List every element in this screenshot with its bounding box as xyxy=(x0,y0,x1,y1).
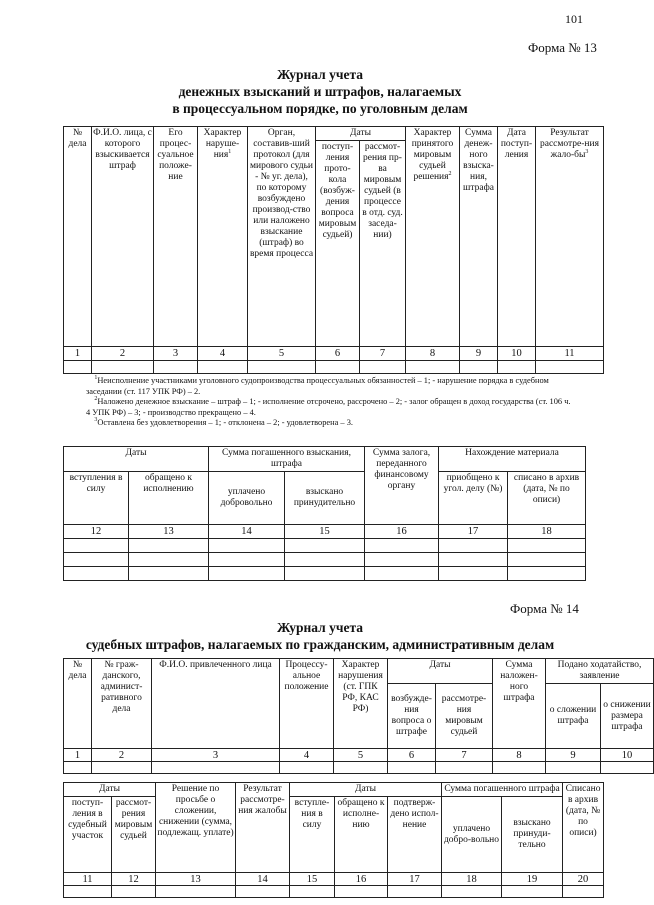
form13-label: Форма № 13 xyxy=(528,40,597,55)
form14-secondary-table xyxy=(63,782,604,898)
column-number: 10 xyxy=(498,347,536,361)
column-number: 1 xyxy=(64,347,92,361)
column-number: 8 xyxy=(493,749,546,762)
col-dates-header: Даты xyxy=(64,783,156,797)
column-number: 12 xyxy=(64,525,129,539)
col-decision-header: Характер принятого мировым судьей решения$^2$ xyxy=(406,127,460,347)
column-number: 13 xyxy=(129,525,209,539)
col-archived-header: Списано в архив (дата, № по описи) xyxy=(563,783,604,873)
table-row xyxy=(64,762,654,774)
col-review-header: рассмот-рения мировым судьей xyxy=(112,797,156,873)
table-row xyxy=(64,361,604,374)
footnote-3: $^3$Оставлена без удовлетворения – 1; - отклонена – 2; - удовлетворена – 3. xyxy=(94,417,353,428)
column-number: 7 xyxy=(436,749,493,762)
col-dates-header: Даты xyxy=(316,127,406,141)
col-petition-header: Подано ходатайство, заявление xyxy=(546,659,654,684)
column-number: 9 xyxy=(460,347,498,361)
column-number: 4 xyxy=(280,749,334,762)
column-number: 2 xyxy=(92,749,152,762)
column-number: 17 xyxy=(439,525,508,539)
column-number: 3 xyxy=(154,347,198,361)
col-case-number-header: № дела xyxy=(64,659,92,749)
col-collected-forcibly-header: взыскано принудительно xyxy=(285,472,365,525)
col-protocol-receipt-header: поступ-ления прото-кола (возбуж-дения вопроса мировым судьей) xyxy=(316,141,360,347)
column-number: 10 xyxy=(601,749,654,762)
column-number: 16 xyxy=(335,873,388,886)
col-person-name-header: Ф.И.О. лица, с которого взыскивается штраф xyxy=(92,127,154,347)
page-number: 101 xyxy=(565,12,583,26)
col-execution-confirmed-header: подтверж-дено испол-нение xyxy=(388,797,442,873)
form14-title-line2: судебных штрафов, налагаемых по гражданским, административным делам xyxy=(85,637,555,652)
col-sum-paid-header: Сумма погашенного штрафа xyxy=(442,783,563,797)
col-material-location-header: Нахождение материала xyxy=(439,447,586,472)
column-number: 17 xyxy=(388,873,442,886)
column-number: 9 xyxy=(546,749,601,762)
column-number: 5 xyxy=(248,347,316,361)
col-receipt-header: поступ-ления в судебный участок xyxy=(64,797,112,873)
col-archived-header: списано в архив (дата, № по описи) xyxy=(508,472,586,525)
col-review-header: рассмотре-ния мировым судьей xyxy=(436,684,493,749)
column-number: 11 xyxy=(64,873,112,886)
col-fine-sum-header: Сумма наложен-ного штрафа xyxy=(493,659,546,749)
column-number: 8 xyxy=(406,347,460,361)
form13-main-table xyxy=(63,126,604,374)
column-number: 1 xyxy=(64,749,92,762)
col-attached-to-case-header: приобщено к угол. делу (№) xyxy=(439,472,508,525)
col-case-number-header: № дела xyxy=(64,127,92,347)
column-number: 15 xyxy=(290,873,335,886)
col-civil-case-number-header: № граж-данского, админист-ративного дела xyxy=(92,659,152,749)
column-number: 6 xyxy=(316,347,360,361)
column-number: 18 xyxy=(442,873,502,886)
form13-footnotes xyxy=(86,376,576,429)
col-remission-header: о сложении штрафа xyxy=(546,684,601,749)
col-receipt-date-header: Дата поступ-ления xyxy=(498,127,536,347)
form14-label: Форма № 14 xyxy=(510,601,579,616)
column-number: 7 xyxy=(360,347,406,361)
form13-title-line2: денежных взысканий и штрафов, налагаемых xyxy=(178,84,462,99)
column-number: 14 xyxy=(236,873,290,886)
col-decision-header: Решение по просьбе о сложении, снижении (сумма, подлежащ. уплате) xyxy=(156,783,236,873)
table-row xyxy=(64,567,586,581)
column-number: 19 xyxy=(502,873,563,886)
column-number: 5 xyxy=(334,749,388,762)
col-dates-header: Даты xyxy=(64,447,209,472)
table-row xyxy=(64,886,604,898)
col-reduction-header: о снижении размера штрафа xyxy=(601,684,654,749)
column-number: 11 xyxy=(536,347,604,361)
column-number: 14 xyxy=(209,525,285,539)
col-procedural-status-header: Процессу-альное положение xyxy=(280,659,334,749)
form14-title-line1: Журнал учета xyxy=(276,620,364,635)
column-number: 18 xyxy=(508,525,586,539)
column-number: 15 xyxy=(285,525,365,539)
form14-main-table xyxy=(63,658,654,774)
col-procedural-status-header: Его процес-суальное положе-ние xyxy=(154,127,198,347)
col-appeal-result-header: Результат рассмотре-ния жалобы xyxy=(236,783,290,873)
column-number: 3 xyxy=(152,749,280,762)
column-number: 4 xyxy=(198,347,248,361)
column-number: 12 xyxy=(112,873,156,886)
col-collected-forcibly-header: взыскано принуди-тельно xyxy=(502,797,563,873)
form13-secondary-table xyxy=(63,446,586,581)
col-violation-type-header: Характер наруше-ния$^1$ xyxy=(198,127,248,347)
column-number: 6 xyxy=(388,749,436,762)
column-number: 16 xyxy=(365,525,439,539)
col-paid-voluntarily-header: уплачено добровольно xyxy=(209,472,285,525)
col-sent-to-execution-header: обращено к исполне-нию xyxy=(335,797,388,873)
col-initiation-header: возбужде-ния вопроса о штрафе xyxy=(388,684,436,749)
col-amount-header: Сумма денеж-ного взыска-ния, штрафа xyxy=(460,127,498,347)
col-appeal-result-header: Результат рассмотре-ния жало-$бы^3$ xyxy=(536,127,604,347)
col-entry-into-force-header: вступле-ния в силу xyxy=(290,797,335,873)
col-review-header: рассмот-рения пр-ва мировым судьей (в процессе в отд. суд. заседа-нии) xyxy=(360,141,406,347)
col-dates-header: Даты xyxy=(290,783,442,797)
footnote-2: $^2$Наложено денежное взыскание – штраф – 1; - исполнение отсрочено, рассрочено – 2; - залог обращен в доход государства (ст. 106 ч. 4 УПК РФ) – 3; - производство прекращено – 4. xyxy=(86,396,571,417)
col-sum-paid-header: Сумма погашенного взыскания, штрафа xyxy=(209,447,365,472)
footnote-1: $^1$Неисполнение участниками уголовного судопроизводства процессуальных обязанностей – 1; - нарушение порядка в судебном заседании (ст. 117 УПК РФ) – 2. xyxy=(86,375,549,396)
form13-title-line1: Журнал учета xyxy=(276,67,364,82)
col-violation-type-header: Характер нарушения (ст. ГПК РФ, КАС РФ) xyxy=(334,659,388,749)
table-row xyxy=(64,553,586,567)
col-bail-header: Сумма залога, переданного финансовому органу xyxy=(365,447,439,525)
col-entry-into-force-header: вступления в силу xyxy=(64,472,129,525)
column-number: 2 xyxy=(92,347,154,361)
column-number: 13 xyxy=(156,873,236,886)
column-number: 20 xyxy=(563,873,604,886)
col-paid-voluntarily-header: уплачено добро-вольно xyxy=(442,797,502,873)
col-organ-header: Орган, составив-ший протокол (для мирового судьи - № уг. дела), по которому возбуждено производ-ство или наложено взыскание (штраф) во время процесса xyxy=(248,127,316,347)
col-sent-to-execution-header: обращено к исполнению xyxy=(129,472,209,525)
col-dates-header: Даты xyxy=(388,659,493,684)
table-row xyxy=(64,539,586,553)
col-person-name-header: Ф.И.О. привлеченного лица xyxy=(152,659,280,749)
form13-title-line3: в процессуальном порядке, по уголовным делам xyxy=(172,101,468,116)
